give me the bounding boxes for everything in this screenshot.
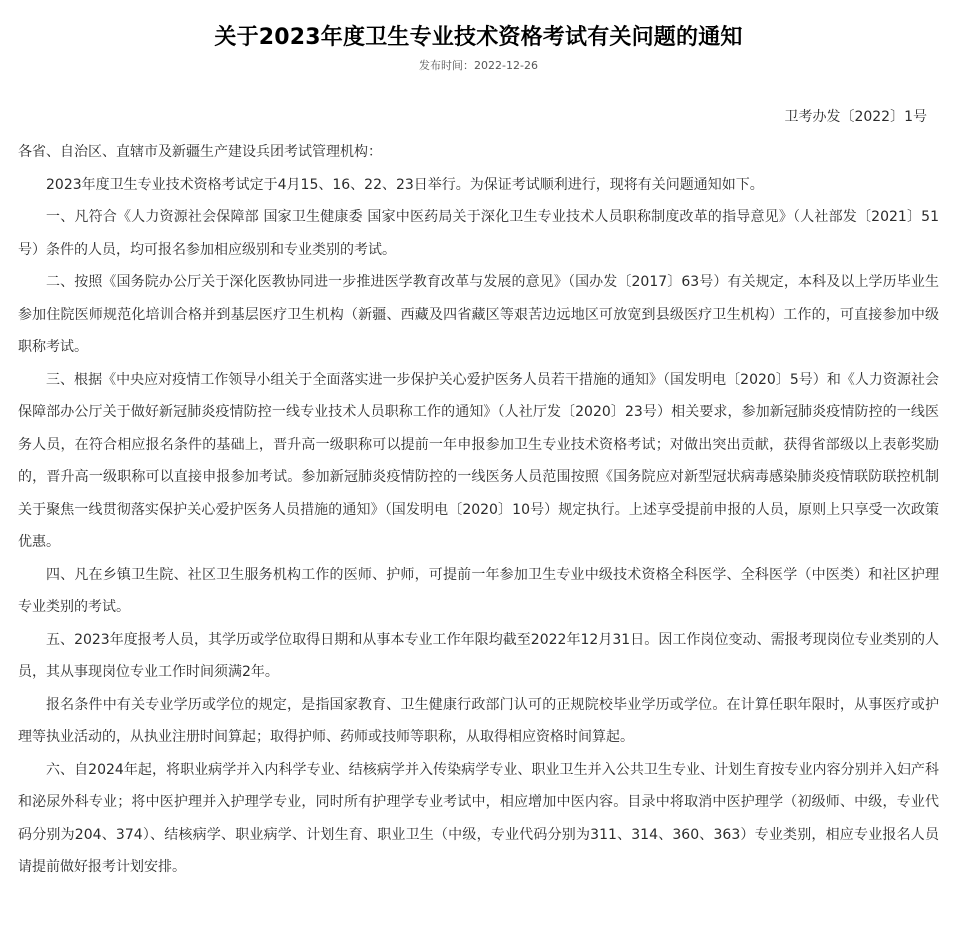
paragraph-item-6: 六、自2024年起，将职业病学并入内科学专业、结核病学并入传染病学专业、职业卫生并入公共卫生专业、计划生育按专业内容分别并入妇产科和泌尿外科专业；将中医护理并入护理学专业，同时所有护理学专业考试中，相应增加中医内容。目录中将取消中医护理学（初级师、中级，专业代码分别为204、374）、结核病学、职业病学、计划生育、职业卫生（中级，专业代码分别为311、314、360、363）专业类别，相应专业报名人员请提前做好报考计划安排。 [18,761,939,875]
paragraph-intro: 2023年度卫生专业技术资格考试定于4月15、16、22、23日举行。为保证考试顺利进行，现将有关问题通知如下。 [46,176,764,193]
paragraph-item-4: 四、凡在乡镇卫生院、社区卫生服务机构工作的医师、护师，可提前一年参加卫生专业中级技术资格全科医学、全科医学（中医类）和社区护理专业类别的考试。 [18,566,939,615]
publish-date: 发布时间：2022-12-26 [419,59,538,72]
paragraph-item-5-note: 报名条件中有关专业学历或学位的规定，是指国家教育、卫生健康行政部门认可的正规院校毕业学历或学位。在计算任职年限时，从事医疗或护理等执业活动的，从执业注册时间算起；取得护师、药师或技师等职称，从取得相应资格时间算起。 [18,696,939,745]
page-title: 关于2023年度卫生专业技术资格考试有关问题的通知 [214,25,743,50]
paragraph-item-3: 三、根据《中央应对疫情工作领导小组关于全面落实进一步保护关心爱护医务人员若干措施的通知》（国发明电〔2020〕5号）和《人力资源社会保障部办公厅关于做好新冠肺炎疫情防控一线专业技术人员职称工作的通知》（人社厅发〔2020〕23号）相关要求，参加新冠肺炎疫情防控的一线医务人员，在符合相应报名条件的基础上，晋升高一级职称可以提前一年申报参加卫生专业技术资格考试；对做出突出贡献，获得省部级以上表彰奖励的，晋升高一级职称可以直接申报参加考试。参加新冠肺炎疫情防控的一线医务人员范围按照《国务院应对新型冠状病毒感染肺炎疫情联防联控机制关于聚焦一线贯彻落实保护关心爱护医务人员措施的通知》（国发明电〔2020〕10号）规定执行。上述享受提前申报的人员，原则上只享受一次政策优惠。 [18,371,939,550]
document-number: 卫考办发〔2022〕1号 [784,109,927,125]
paragraph-item-1: 一、凡符合《人力资源社会保障部 国家卫生健康委 国家中医药局关于深化卫生专业技术人员职称制度改革的指导意见》（人社部发〔2021〕51号）条件的人员，均可报名参加相应级别和专业类别的考试。 [18,209,939,258]
notice-body [18,136,939,884]
salutation: 各省、自治区、直辖市及新疆生产建设兵团考试管理机构： [18,144,382,160]
paragraph-item-2: 二、按照《国务院办公厅关于深化医教协同进一步推进医学教育改革与发展的意见》（国办发〔2017〕63号）有关规定，本科及以上学历毕业生参加住院医师规范化培训合格并到基层医疗卫生机构（新疆、西藏及四省藏区等艰苦边远地区可放宽到县级医疗卫生机构）工作的，可直接参加中级职称考试。 [18,274,939,355]
paragraph-item-5: 五、2023年度报考人员，其学历或学位取得日期和从事本专业工作年限均截至2022年12月31日。因工作岗位变动、需报考现岗位专业类别的人员，其从事现岗位专业工作时间须满2年。 [18,631,939,680]
